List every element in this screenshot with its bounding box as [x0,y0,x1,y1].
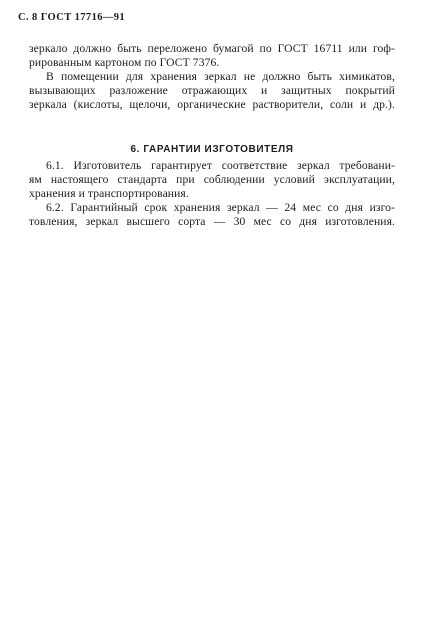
paragraph-line: вызывающих разложение отражающих и защитных покрытий [29,84,395,97]
clause-6-1-line: 6.1. Изготовитель гарантирует соответствие зеркал требовани- [46,159,395,172]
clause-6-2-line: 6.2. Гарантийный срок хранения зеркал — 24 мес со дня изго- [46,201,395,214]
section-title: 6. ГАРАНТИИ ИЗГОТОВИТЕЛЯ [130,144,294,155]
clause-6-2-line: товления, зеркал высшего сорта — 30 мес со дня изготовления. [29,215,395,228]
page-header: С. 8 ГОСТ 17716—91 [18,12,126,23]
paragraph-line: рированным картоном по ГОСТ 7376. [29,56,220,69]
paragraph-line: зеркало должно быть переложено бумагой по ГОСТ 16711 или гоф- [29,42,395,55]
paragraph-line: зеркала (кислоты, щелочи, органические растворители, соли и др.). [29,98,395,111]
paragraph-line: В помещении для хранения зеркал не должно быть химикатов, [46,70,395,83]
clause-6-1-line: ям настоящего стандарта при соблюдении условий эксплуатации, [29,173,395,186]
clause-6-1-line: хранения и транспортирования. [29,187,189,200]
